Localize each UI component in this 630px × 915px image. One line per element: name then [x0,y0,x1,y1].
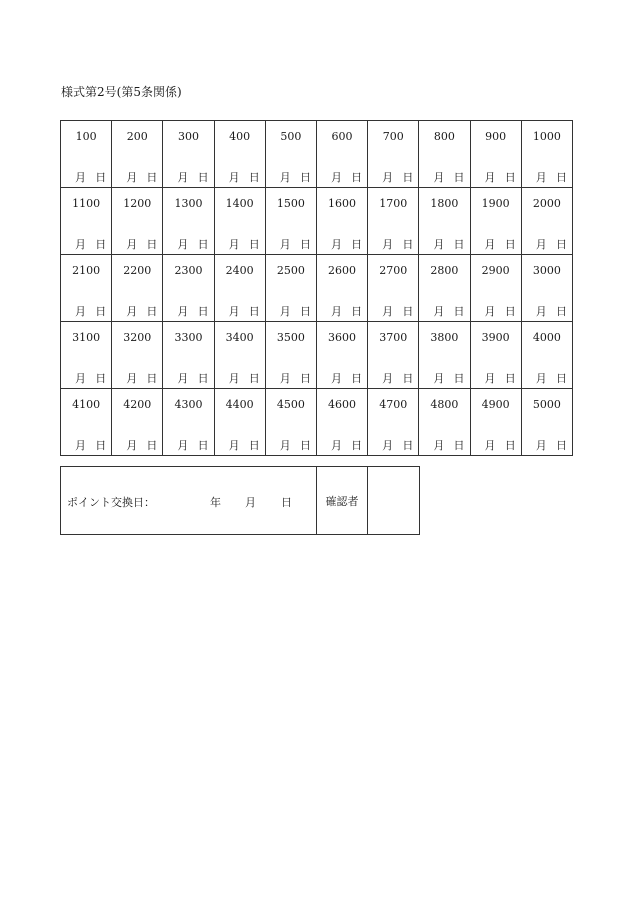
day-label: 日 [146,305,158,318]
stamp-cell[interactable] [61,121,112,188]
point-value: 1800 [430,197,459,210]
point-value: 3800 [430,331,459,344]
day-label: 日 [351,439,363,452]
point-value: 4700 [379,398,408,411]
day-label: 日 [95,171,107,184]
stamp-date [368,238,418,251]
month-label: 月 [433,171,445,184]
stamp-cell[interactable] [163,389,214,456]
stamp-date [471,238,521,251]
point-value: 3300 [174,331,203,344]
point-stamp-grid [60,120,573,456]
stamp-date [266,171,316,184]
day-label: 日 [299,305,311,318]
point-value: 3600 [328,331,357,344]
day-label: 日 [299,372,311,385]
stamp-row [61,121,573,188]
stamp-date [522,305,572,318]
point-value: 3500 [276,331,305,344]
month-label: 月 [382,238,394,251]
stamp-date [61,305,111,318]
month-label: 月 [535,238,547,251]
stamp-cell[interactable] [419,255,470,322]
confirmer-label-cell [317,467,368,535]
day-label: 日 [402,238,414,251]
stamp-row [61,389,573,456]
day-label: 日 [402,372,414,385]
month-label: 月 [433,372,445,385]
day-label: 日 [453,171,465,184]
exchange-month-label: 月 [245,496,256,509]
point-value: 1700 [379,197,408,210]
month-label: 月 [433,439,445,452]
day-label: 日 [146,372,158,385]
stamp-row [61,255,573,322]
stamp-cell[interactable] [112,389,163,456]
stamp-cell[interactable] [214,188,265,255]
point-value: 2300 [174,264,203,277]
month-label: 月 [484,305,496,318]
month-label: 月 [126,238,138,251]
stamp-cell[interactable] [112,322,163,389]
day-label: 日 [299,238,311,251]
month-label: 月 [484,439,496,452]
month-label: 月 [330,238,342,251]
stamp-cell[interactable] [265,121,316,188]
month-label: 月 [535,372,547,385]
month-label: 月 [228,238,240,251]
stamp-date [61,439,111,452]
stamp-date [317,238,367,251]
day-label: 日 [351,305,363,318]
point-value: 3100 [72,331,101,344]
stamp-cell[interactable] [316,322,367,389]
stamp-cell[interactable] [316,121,367,188]
day-label: 日 [146,171,158,184]
month-label: 月 [382,171,394,184]
month-label: 月 [433,305,445,318]
stamp-cell[interactable] [214,389,265,456]
point-value: 1600 [328,197,357,210]
stamp-date [112,305,162,318]
stamp-row [61,322,573,389]
stamp-cell[interactable] [521,389,572,456]
month-label: 月 [177,372,189,385]
month-label: 月 [177,439,189,452]
stamp-cell[interactable] [470,322,521,389]
point-value: 200 [126,130,148,143]
month-label: 月 [330,372,342,385]
stamp-cell[interactable] [61,389,112,456]
point-value: 4600 [328,398,357,411]
stamp-cell[interactable] [214,322,265,389]
form-title: 様式第2号(第5条関係) [61,85,182,99]
stamp-date [61,171,111,184]
day-label: 日 [556,171,567,184]
day-label: 日 [504,439,516,452]
stamp-cell[interactable] [214,121,265,188]
day-label: 日 [556,305,567,318]
month-label: 月 [126,372,138,385]
stamp-date [163,238,213,251]
point-value: 400 [229,130,251,143]
point-value: 2000 [532,197,561,210]
stamp-date [317,439,367,452]
stamp-date [163,372,213,385]
stamp-date [215,171,265,184]
point-value: 500 [280,130,302,143]
stamp-date [112,238,162,251]
point-value: 4500 [276,398,305,411]
day-label: 日 [197,372,209,385]
day-label: 日 [197,305,209,318]
stamp-date [215,439,265,452]
month-label: 月 [177,171,189,184]
day-label: 日 [351,372,363,385]
point-value: 1400 [225,197,254,210]
point-value: 3900 [481,331,510,344]
point-value: 4000 [532,331,561,344]
point-value: 700 [382,130,404,143]
month-label: 月 [330,171,342,184]
month-label: 月 [75,305,86,318]
stamp-cell[interactable] [521,255,572,322]
stamp-date [163,171,213,184]
month-label: 月 [126,305,138,318]
confirmer-label: 確認者 [325,494,359,508]
point-value: 3000 [532,264,561,277]
point-value: 900 [485,130,507,143]
point-value: 2700 [379,264,408,277]
month-label: 月 [228,305,240,318]
day-label: 日 [453,372,465,385]
month-label: 月 [228,372,240,385]
stamp-date [368,439,418,452]
day-label: 日 [248,238,260,251]
stamp-cell[interactable] [470,255,521,322]
stamp-date [419,439,469,452]
day-label: 日 [402,439,414,452]
point-value: 1500 [276,197,305,210]
stamp-date [419,305,469,318]
point-value: 800 [433,130,455,143]
stamp-date [266,305,316,318]
month-label: 月 [177,238,189,251]
month-label: 月 [228,439,240,452]
month-label: 月 [382,439,394,452]
stamp-cell[interactable] [419,188,470,255]
day-label: 日 [197,171,209,184]
month-label: 月 [75,372,86,385]
day-label: 日 [248,439,260,452]
point-value: 4200 [123,398,152,411]
day-label: 日 [504,372,516,385]
day-label: 日 [197,439,209,452]
point-value: 1300 [174,197,203,210]
point-value: 4300 [174,398,203,411]
stamp-cell[interactable] [163,322,214,389]
point-value: 2600 [328,264,357,277]
day-label: 日 [556,372,567,385]
stamp-cell[interactable] [419,121,470,188]
stamp-date [266,372,316,385]
point-value: 2900 [481,264,510,277]
stamp-date [471,439,521,452]
stamp-cell[interactable] [214,255,265,322]
point-value: 1900 [481,197,510,210]
stamp-date [419,372,469,385]
exchange-table [60,466,420,535]
stamp-date [368,305,418,318]
stamp-date [215,238,265,251]
stamp-date [215,372,265,385]
stamp-date [61,372,111,385]
day-label: 日 [453,439,465,452]
stamp-cell[interactable] [163,121,214,188]
stamp-cell[interactable] [61,188,112,255]
month-label: 月 [228,171,240,184]
month-label: 月 [535,439,547,452]
stamp-date [368,372,418,385]
month-label: 月 [279,439,291,452]
day-label: 日 [95,372,107,385]
stamp-cell[interactable] [316,255,367,322]
stamp-cell[interactable] [265,255,316,322]
stamp-cell[interactable] [368,389,419,456]
day-label: 日 [402,171,414,184]
stamp-cell[interactable] [419,322,470,389]
day-label: 日 [299,439,311,452]
exchange-day-label: 日 [281,496,292,509]
stamp-date [419,238,469,251]
exchange-date-label: ポイント交換日： [67,496,155,509]
point-stamp-grid-body [61,121,573,456]
day-label: 日 [453,238,465,251]
stamp-date [471,171,521,184]
point-value: 2800 [430,264,459,277]
stamp-date [522,171,572,184]
stamp-row [61,188,573,255]
month-label: 月 [535,305,547,318]
stamp-cell[interactable] [61,322,112,389]
stamp-date [266,439,316,452]
month-label: 月 [330,439,342,452]
stamp-date [368,171,418,184]
point-value: 1000 [532,130,561,143]
stamp-date [471,372,521,385]
stamp-cell[interactable] [163,188,214,255]
day-label: 日 [95,238,107,251]
day-label: 日 [248,305,260,318]
day-label: 日 [504,238,516,251]
stamp-cell[interactable] [316,188,367,255]
month-label: 月 [330,305,342,318]
day-label: 日 [351,171,363,184]
stamp-cell[interactable] [265,389,316,456]
stamp-cell[interactable] [470,121,521,188]
point-value: 4900 [481,398,510,411]
month-label: 月 [75,439,86,452]
point-value: 3400 [225,331,254,344]
month-label: 月 [484,171,496,184]
stamp-date [61,238,111,251]
month-label: 月 [382,305,394,318]
day-label: 日 [248,372,260,385]
stamp-date [317,171,367,184]
point-value: 4400 [225,398,254,411]
point-value: 4100 [72,398,101,411]
stamp-cell[interactable] [368,322,419,389]
point-value: 1200 [123,197,152,210]
stamp-cell[interactable] [470,188,521,255]
day-label: 日 [146,439,158,452]
point-value: 2500 [276,264,305,277]
exchange-row [61,467,420,535]
month-label: 月 [279,305,291,318]
month-label: 月 [75,238,86,251]
stamp-cell[interactable] [521,121,572,188]
stamp-cell[interactable] [265,322,316,389]
point-value: 5000 [532,398,561,411]
point-value: 2100 [72,264,101,277]
day-label: 日 [146,238,158,251]
month-label: 月 [433,238,445,251]
day-label: 日 [556,238,567,251]
day-label: 日 [95,439,107,452]
point-value: 2400 [225,264,254,277]
stamp-cell[interactable] [265,188,316,255]
point-value: 300 [177,130,199,143]
stamp-cell[interactable] [470,389,521,456]
stamp-date [317,372,367,385]
stamp-cell[interactable] [368,188,419,255]
stamp-date [112,171,162,184]
stamp-date [419,171,469,184]
day-label: 日 [402,305,414,318]
stamp-date [215,305,265,318]
day-label: 日 [351,238,363,251]
month-label: 月 [126,439,138,452]
point-value: 3200 [123,331,152,344]
stamp-date [522,439,572,452]
stamp-cell[interactable] [368,121,419,188]
month-label: 月 [279,372,291,385]
month-label: 月 [279,171,291,184]
stamp-cell[interactable] [368,255,419,322]
point-value: 4800 [430,398,459,411]
day-label: 日 [299,171,311,184]
month-label: 月 [535,171,547,184]
month-label: 月 [484,238,496,251]
stamp-date [163,305,213,318]
month-label: 月 [177,305,189,318]
stamp-cell[interactable] [521,188,572,255]
month-label: 月 [382,372,394,385]
stamp-cell[interactable] [163,255,214,322]
day-label: 日 [504,305,516,318]
point-value: 100 [75,130,97,143]
point-value: 600 [331,130,353,143]
exchange-year-label: 年 [210,496,221,509]
stamp-cell[interactable] [419,389,470,456]
stamp-cell[interactable] [316,389,367,456]
day-label: 日 [95,305,107,318]
day-label: 日 [453,305,465,318]
day-label: 日 [556,439,567,452]
stamp-cell[interactable] [112,121,163,188]
month-label: 月 [484,372,496,385]
stamp-cell[interactable] [112,188,163,255]
point-value: 1100 [72,197,101,210]
stamp-date [471,305,521,318]
month-label: 月 [75,171,86,184]
day-label: 日 [248,171,260,184]
month-label: 月 [126,171,138,184]
day-label: 日 [197,238,209,251]
point-value: 3700 [379,331,408,344]
stamp-date [522,372,572,385]
day-label: 日 [504,171,516,184]
exchange-date-cell[interactable] [61,467,317,535]
stamp-cell[interactable] [521,322,572,389]
stamp-cell[interactable] [61,255,112,322]
stamp-date [112,439,162,452]
month-label: 月 [279,238,291,251]
stamp-date [317,305,367,318]
stamp-date [163,439,213,452]
stamp-date [112,372,162,385]
confirmer-stamp-cell[interactable] [368,467,420,535]
stamp-date [522,238,572,251]
stamp-cell[interactable] [112,255,163,322]
point-value: 2200 [123,264,152,277]
stamp-date [266,238,316,251]
